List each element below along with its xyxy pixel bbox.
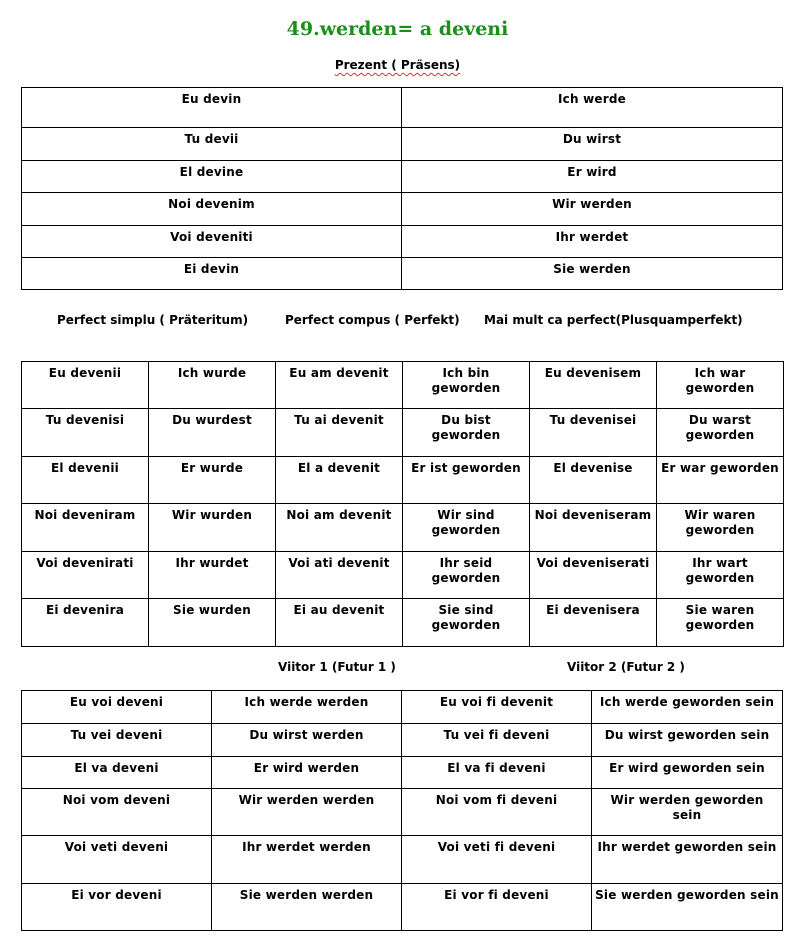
table-cell: Er wird bbox=[402, 161, 783, 193]
table-row bbox=[22, 193, 783, 226]
table-cell: El devenii bbox=[22, 457, 149, 504]
present-table bbox=[21, 87, 783, 290]
table-cell: Sie sind geworden bbox=[403, 599, 530, 647]
futur2-heading: Viitor 2 (Futur 2 ) bbox=[567, 660, 685, 674]
table-cell: Sie werden werden bbox=[212, 884, 402, 931]
table-cell: Du wurdest bbox=[149, 409, 276, 457]
table-cell: Voi deveniti bbox=[22, 226, 402, 258]
table-cell: Du wirst geworden sein bbox=[592, 724, 783, 757]
table-cell: Ihr werdet geworden sein bbox=[592, 836, 783, 884]
table-row bbox=[22, 552, 784, 599]
table-cell: Eu devenisem bbox=[530, 362, 657, 409]
table-cell: Noi vom deveni bbox=[22, 789, 212, 836]
table-cell: Sie wurden bbox=[149, 599, 276, 647]
table-cell: Ei devenisera bbox=[530, 599, 657, 647]
future-table bbox=[21, 690, 783, 931]
table-cell: Du wirst werden bbox=[212, 724, 402, 757]
table-cell: Wir wurden bbox=[149, 504, 276, 552]
table-cell: Tu vei fi deveni bbox=[402, 724, 592, 757]
table-cell: Noi deveniram bbox=[22, 504, 149, 552]
table-cell: Ich werde bbox=[402, 88, 783, 128]
table-cell: Ich war geworden bbox=[657, 362, 784, 409]
table-cell: Eu voi deveni bbox=[22, 691, 212, 724]
table-cell: Ei au devenit bbox=[276, 599, 403, 647]
table-cell: Voi devenirati bbox=[22, 552, 149, 599]
table-row bbox=[22, 258, 783, 290]
table-cell: Ihr werdet bbox=[402, 226, 783, 258]
table-cell: Wir werden geworden sein bbox=[592, 789, 783, 836]
table-cell: Ei vor deveni bbox=[22, 884, 212, 931]
table-cell: Eu am devenit bbox=[276, 362, 403, 409]
table-cell: Ihr werdet werden bbox=[212, 836, 402, 884]
table-row bbox=[22, 457, 784, 504]
table-cell: Du warst geworden bbox=[657, 409, 784, 457]
table-row bbox=[22, 88, 783, 128]
table-cell: Ich werde werden bbox=[212, 691, 402, 724]
table-row bbox=[22, 724, 783, 757]
table-row bbox=[22, 161, 783, 193]
table-cell: Ihr wart geworden bbox=[657, 552, 784, 599]
table-cell: Er ist geworden bbox=[403, 457, 530, 504]
table-cell: Wir waren geworden bbox=[657, 504, 784, 552]
table-cell: Tu devii bbox=[22, 128, 402, 161]
table-row bbox=[22, 836, 783, 884]
table-cell: El devenise bbox=[530, 457, 657, 504]
table-cell: Tu devenisei bbox=[530, 409, 657, 457]
page-title: 49.werden= a deveni bbox=[286, 18, 509, 40]
table-cell: Voi veti fi deveni bbox=[402, 836, 592, 884]
table-cell: Voi deveniserati bbox=[530, 552, 657, 599]
table-cell: Sie waren geworden bbox=[657, 599, 784, 647]
futur1-heading: Viitor 1 (Futur 1 ) bbox=[278, 660, 396, 674]
table-cell: Noi deveniseram bbox=[530, 504, 657, 552]
table-row bbox=[22, 409, 784, 457]
table-cell: Du bist geworden bbox=[403, 409, 530, 457]
table-cell: Eu devenii bbox=[22, 362, 149, 409]
past-table bbox=[21, 361, 784, 647]
table-row bbox=[22, 599, 784, 647]
table-cell: Ei devin bbox=[22, 258, 402, 290]
table-cell: Ei vor fi deveni bbox=[402, 884, 592, 931]
preterit-heading: Perfect simplu ( Präteritum) bbox=[57, 313, 249, 327]
table-cell: Tu ai devenit bbox=[276, 409, 403, 457]
table-cell: Tu devenisi bbox=[22, 409, 149, 457]
table-cell: Noi devenim bbox=[22, 193, 402, 226]
table-cell: Wir werden werden bbox=[212, 789, 402, 836]
table-cell: Voi ati devenit bbox=[276, 552, 403, 599]
table-cell: Er wurde bbox=[149, 457, 276, 504]
table-cell: Er wird werden bbox=[212, 757, 402, 789]
table-cell: Ich werde geworden sein bbox=[592, 691, 783, 724]
table-cell: Sie werden geworden sein bbox=[592, 884, 783, 931]
table-row bbox=[22, 226, 783, 258]
table-row bbox=[22, 128, 783, 161]
table-cell: Voi veti deveni bbox=[22, 836, 212, 884]
table-cell: Eu devin bbox=[22, 88, 402, 128]
table-cell: Wir werden bbox=[402, 193, 783, 226]
table-cell: Ihr wurdet bbox=[149, 552, 276, 599]
table-row bbox=[22, 504, 784, 552]
present-heading-text: Prezent ( Präsens) bbox=[334, 58, 461, 72]
table-cell: Du wirst bbox=[402, 128, 783, 161]
table-cell: Ei devenira bbox=[22, 599, 149, 647]
table-cell: Er wird geworden sein bbox=[592, 757, 783, 789]
table-cell: Eu voi fi devenit bbox=[402, 691, 592, 724]
table-cell: Ihr seid geworden bbox=[403, 552, 530, 599]
table-row bbox=[22, 884, 783, 931]
table-cell: El devine bbox=[22, 161, 402, 193]
table-cell: Sie werden bbox=[402, 258, 783, 290]
table-cell: Ich bin geworden bbox=[403, 362, 530, 409]
table-cell: El a devenit bbox=[276, 457, 403, 504]
table-cell: Noi vom fi deveni bbox=[402, 789, 592, 836]
table-row bbox=[22, 362, 784, 409]
plusquamperfect-heading: Mai mult ca perfect(Plusquamperfekt) bbox=[484, 313, 743, 327]
table-cell: Ich wurde bbox=[149, 362, 276, 409]
table-row bbox=[22, 691, 783, 724]
table-cell: El va deveni bbox=[22, 757, 212, 789]
table-cell: Noi am devenit bbox=[276, 504, 403, 552]
perfect-heading: Perfect compus ( Perfekt) bbox=[285, 313, 460, 327]
table-cell: Tu vei deveni bbox=[22, 724, 212, 757]
table-row bbox=[22, 757, 783, 789]
present-heading bbox=[0, 58, 795, 72]
table-cell: El va fi deveni bbox=[402, 757, 592, 789]
table-cell: Er war geworden bbox=[657, 457, 784, 504]
table-cell: Wir sind geworden bbox=[403, 504, 530, 552]
table-row bbox=[22, 789, 783, 836]
